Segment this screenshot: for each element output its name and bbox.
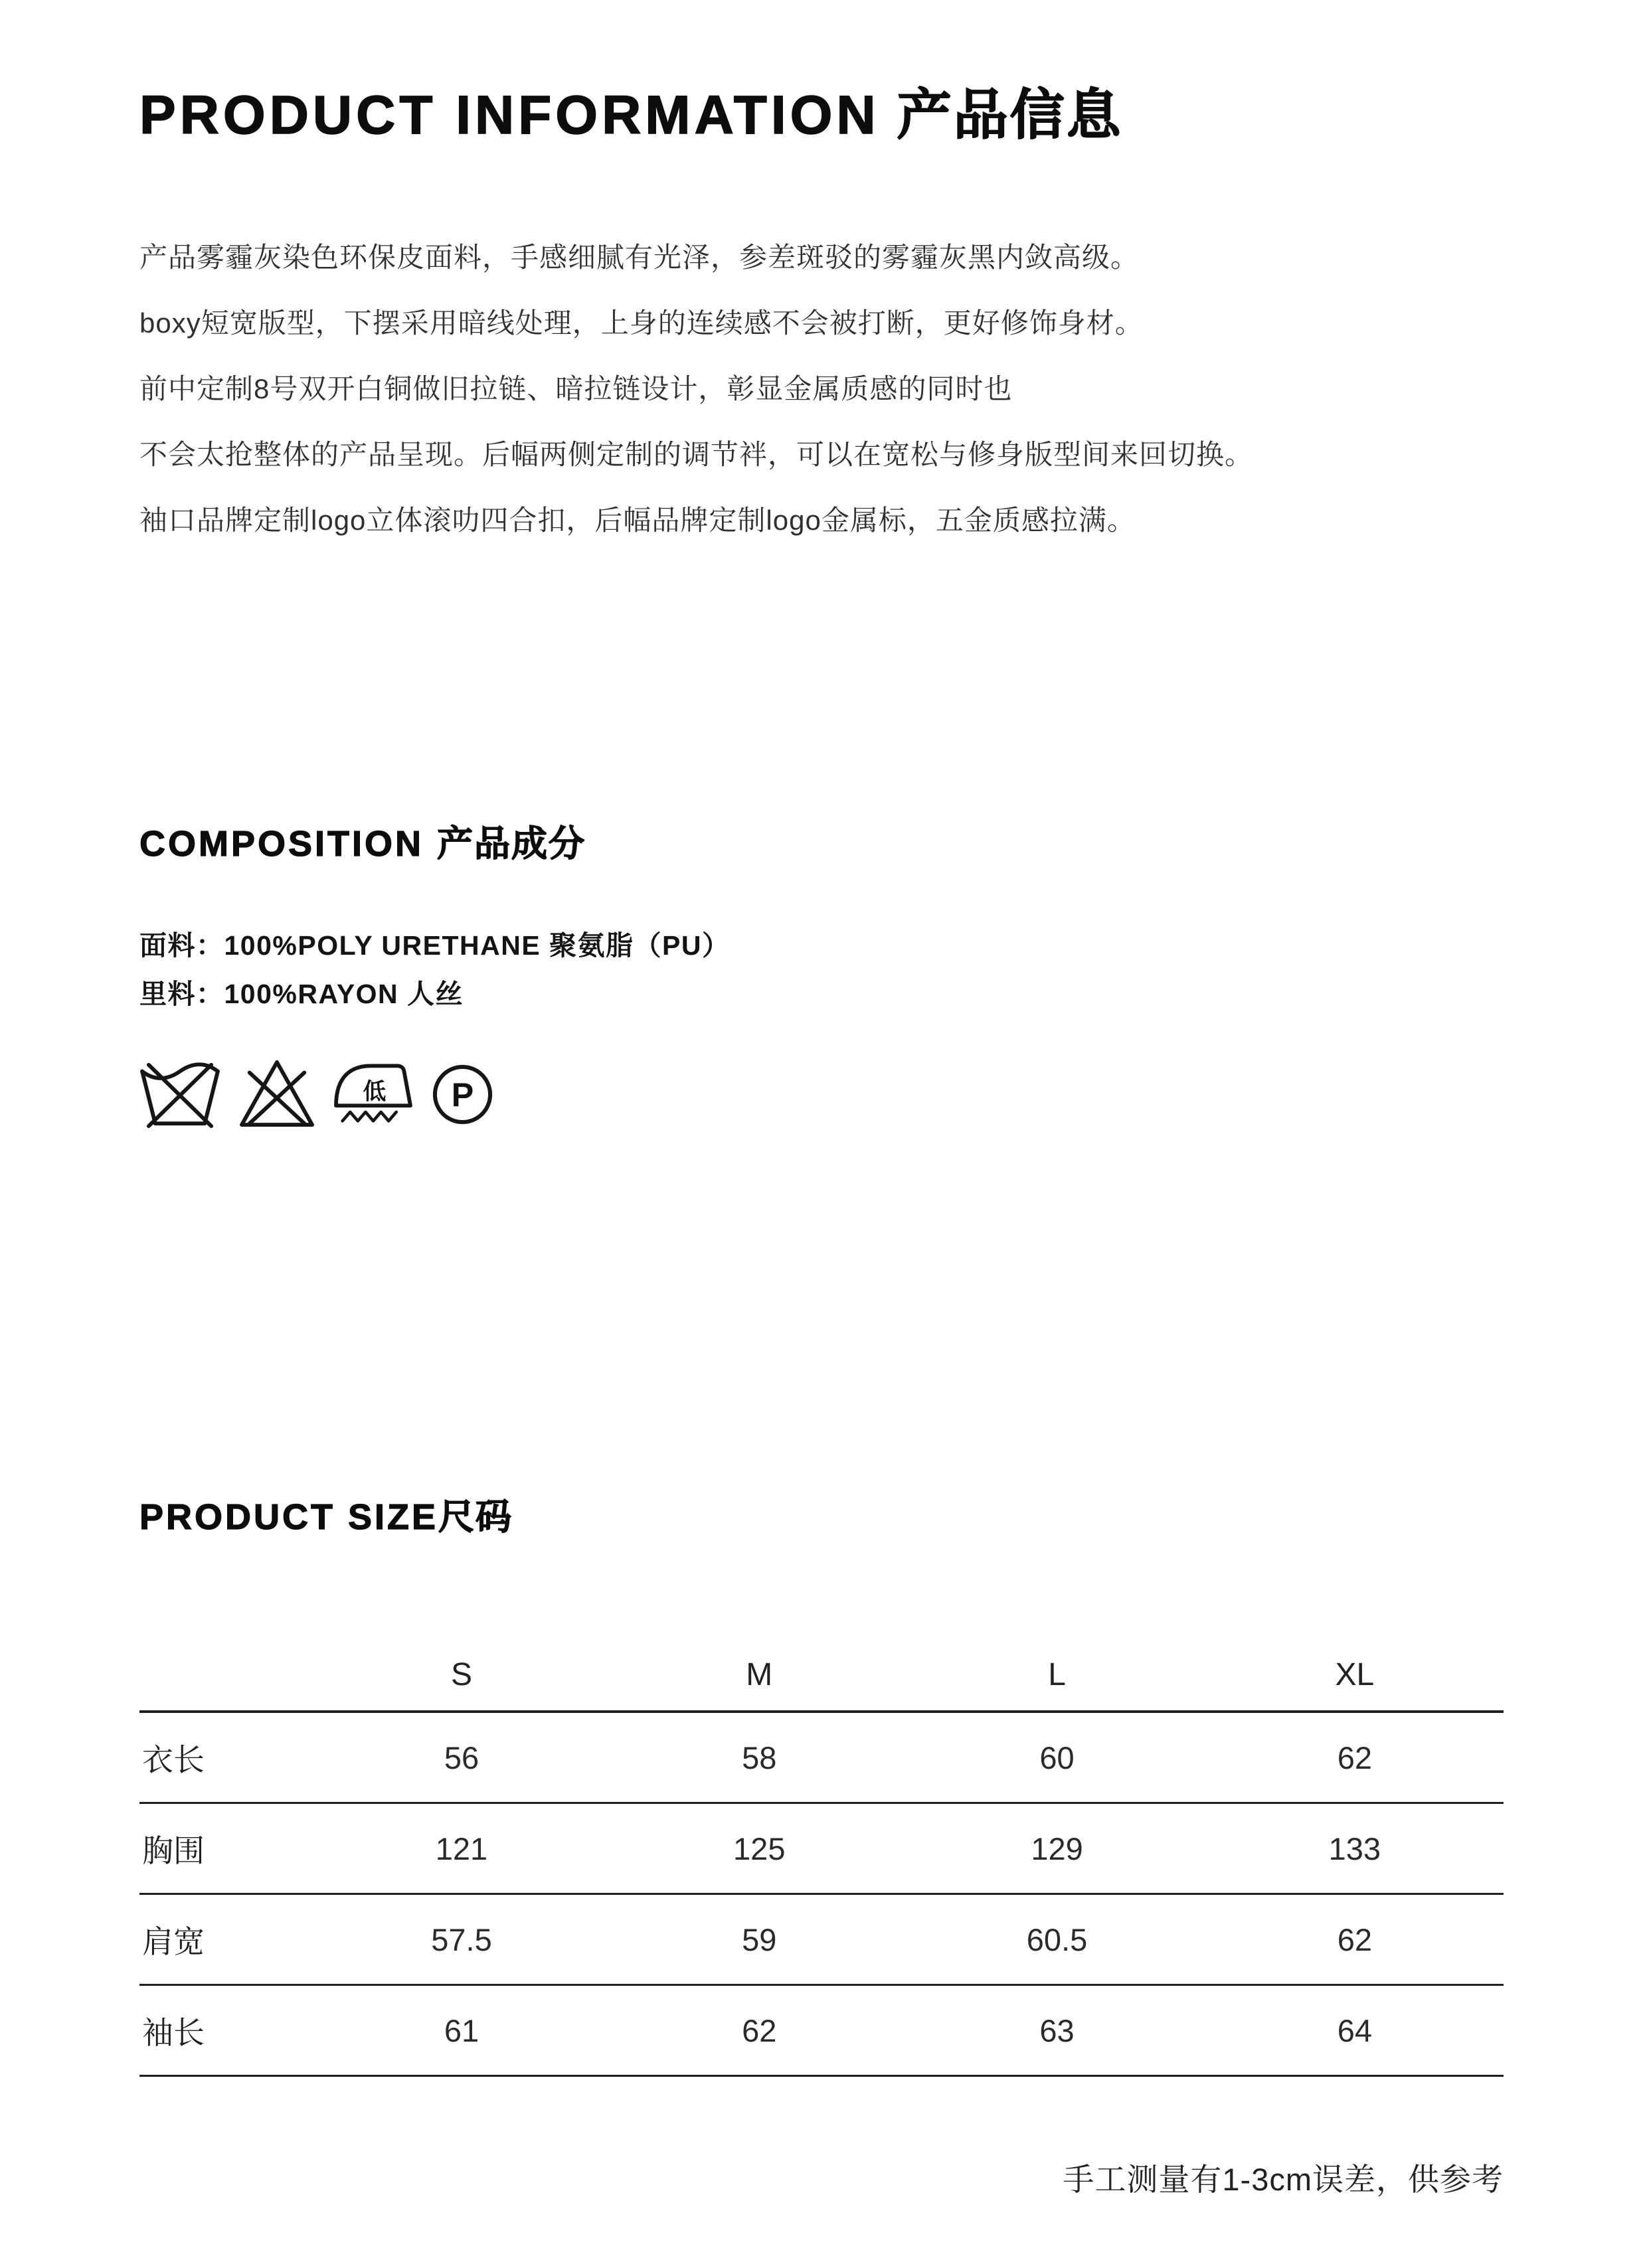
size-table	[139, 1639, 1504, 2077]
do-not-wash-icon	[138, 1058, 222, 1129]
iron-low-label: 低	[363, 1079, 387, 1105]
lining-line: 里料：100%RAYON 人丝	[139, 979, 464, 1009]
care-icons	[138, 1054, 495, 1129]
description-line: 产品雾霾灰染色环保皮面料，手感细腻有光泽，参差斑驳的雾霾灰黑内敛高级。	[139, 242, 1140, 273]
table-cell: 59	[610, 1894, 908, 1985]
iron-low-icon	[332, 1054, 414, 1129]
table-cell: 58	[610, 1712, 908, 1803]
dry-clean-label: P	[451, 1076, 474, 1113]
row-label: 袖长	[139, 1985, 313, 2076]
table-cell: 62	[1206, 1712, 1504, 1803]
fabric-line: 面料：100%POLY URETHANE 聚氨脂（PU）	[139, 930, 731, 961]
product-description	[139, 224, 1335, 553]
table-row-shoulder	[139, 1894, 1504, 1985]
table-cell: 133	[1206, 1803, 1504, 1894]
measurement-note: 手工测量有1-3cm误差，供参考	[1063, 2162, 1504, 2197]
dry-clean-icon	[430, 1062, 495, 1129]
do-not-bleach-icon	[238, 1058, 316, 1129]
table-cell: 56	[313, 1712, 610, 1803]
size-column-header-s: S	[313, 1639, 610, 1712]
composition-title-zh: 产品成分	[437, 824, 586, 864]
size-column-header-m: M	[610, 1639, 908, 1712]
page-title	[139, 72, 1123, 149]
size-title-zh: 尺码	[438, 1497, 513, 1537]
table-cell: 63	[908, 1985, 1205, 2076]
page-title-en: PRODUCT INFORMATION	[139, 85, 880, 145]
row-label: 胸围	[139, 1803, 313, 1894]
size-title	[139, 1489, 513, 1540]
size-title-en: PRODUCT SIZE	[139, 1497, 439, 1537]
composition-lines	[139, 922, 731, 1018]
description-line: 前中定制8号双开白铜做旧拉链、暗拉链设计，彰显金属质感的同时也	[139, 373, 1013, 404]
table-cell: 62	[1206, 1894, 1504, 1985]
description-line: 不会太抢整体的产品呈现。后幅两侧定制的调节袢，可以在宽松与修身版型间来回切换。	[139, 439, 1254, 470]
page-title-zh: 产品信息	[897, 85, 1123, 145]
composition-title-en: COMPOSITION	[139, 824, 424, 864]
table-cell: 121	[313, 1803, 610, 1894]
composition-title	[139, 815, 586, 866]
table-row-chest	[139, 1803, 1504, 1894]
table-cell: 125	[610, 1803, 908, 1894]
row-label: 衣长	[139, 1712, 313, 1803]
table-cell: 62	[610, 1985, 908, 2076]
size-column-header-xl: XL	[1206, 1639, 1504, 1712]
table-cell: 60	[908, 1712, 1205, 1803]
table-row-sleeve	[139, 1985, 1504, 2076]
table-cell: 129	[908, 1803, 1205, 1894]
size-table-header-row	[139, 1639, 1504, 1712]
table-cell: 60.5	[908, 1894, 1205, 1985]
description-line: 袖口品牌定制logo立体滚叻四合扣，后幅品牌定制logo金属标，五金质感拉满。	[139, 505, 1136, 536]
size-column-header-l: L	[908, 1639, 1205, 1712]
description-line: boxy短宽版型，下摆采用暗线处理，上身的连续感不会被打断，更好修饰身材。	[139, 307, 1144, 339]
table-cell: 64	[1206, 1985, 1504, 2076]
table-row-length	[139, 1712, 1504, 1803]
table-cell: 61	[313, 1985, 610, 2076]
size-table-corner-cell	[139, 1639, 313, 1712]
row-label: 肩宽	[139, 1894, 313, 1985]
table-cell: 57.5	[313, 1894, 610, 1985]
